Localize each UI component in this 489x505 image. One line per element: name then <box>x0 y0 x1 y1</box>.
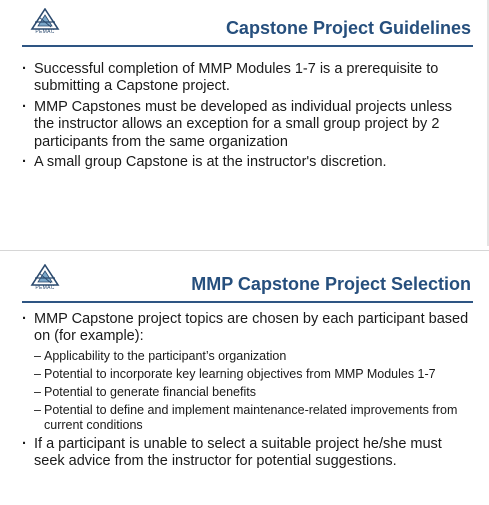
slide-capstone-guidelines <box>0 0 489 246</box>
sub-bullet-item: – Potential to incorporate key learning objectives from MMP Modules 1-7 <box>22 367 470 382</box>
slide-title: MMP Capstone Project Selection <box>191 274 471 294</box>
bullet-item: · Successful completion of MMP Modules 1-7 is a prerequisite to submitting a Capstone project. <box>22 61 470 96</box>
pemac-logo <box>30 264 60 292</box>
pemac-logo-icon <box>30 264 60 287</box>
bullet-item: · MMP Capstone project topics are chosen by each participant based on (for example): <box>22 311 470 346</box>
pemac-logo-text: PEMAC <box>35 29 55 35</box>
bullet-item: · A small group Capstone is at the instructor's discretion. <box>22 154 470 171</box>
pemac-logo-text: PEMAC <box>35 285 55 291</box>
title-rule <box>22 301 473 303</box>
bullet-item: · If a participant is unable to select a suitable project he/she must seek advice from the instructor for potential suggestions. <box>22 436 470 471</box>
bullet-item: · MMP Capstones must be developed as individual projects unless the instructor allows an exception for a small group project by 2 participants from the same organization <box>22 99 470 151</box>
sub-bullet-item: – Potential to generate financial benefits <box>22 385 470 400</box>
slide-separator <box>0 250 489 251</box>
pemac-logo <box>30 8 60 36</box>
slide-capstone-selection <box>0 254 489 505</box>
sub-bullet-item: – Applicability to the participant’s organization <box>22 349 470 364</box>
pemac-logo-icon <box>30 8 60 31</box>
slide-body <box>22 61 470 174</box>
slide-body <box>22 311 470 474</box>
sub-bullet-item: – Potential to define and implement maintenance-related improvements from current conditions <box>22 403 470 433</box>
title-rule <box>22 45 473 47</box>
slide-title: Capstone Project Guidelines <box>225 18 471 38</box>
